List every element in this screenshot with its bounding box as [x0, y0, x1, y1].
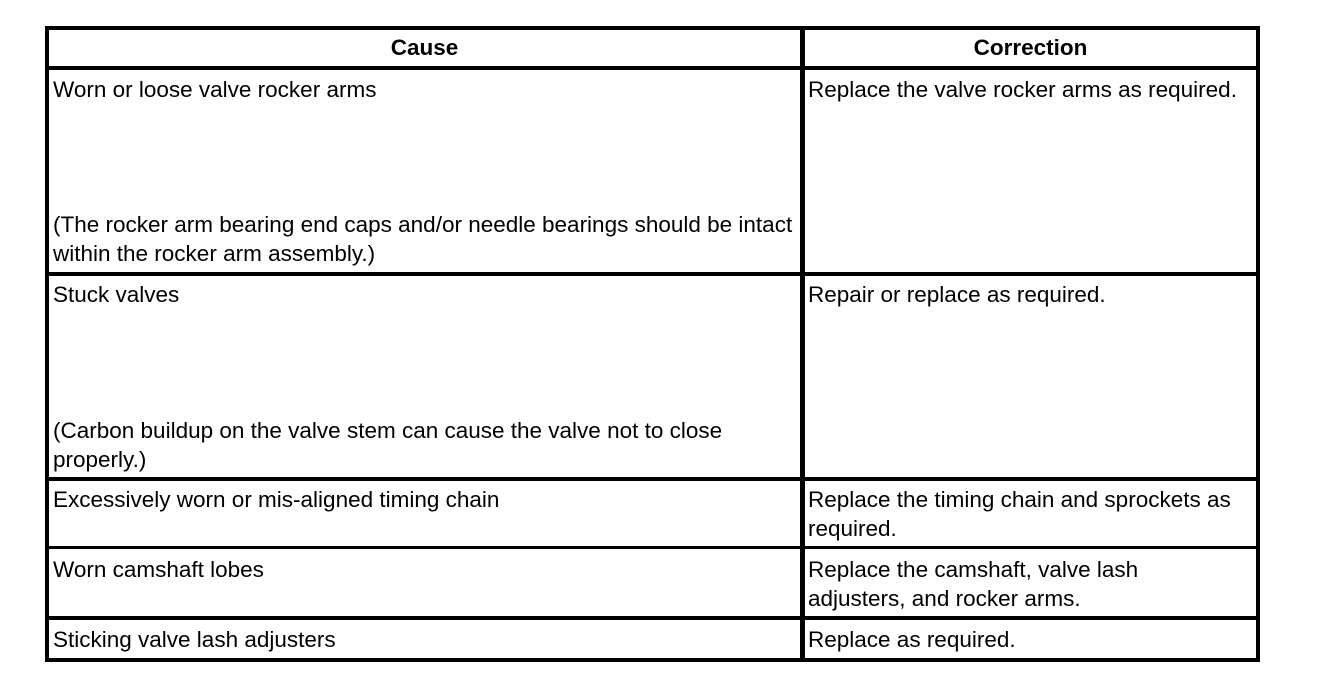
table-border-left [45, 26, 49, 662]
table-row-cause [53, 75, 798, 104]
cause-note-text: (The rocker arm bearing end caps and/or needle bearings should be intact within the rocker arm assembly.) [53, 212, 793, 266]
table-row-correction [808, 555, 1228, 613]
correction-text: Replace the camshaft, valve lash adjusters, and rocker arms. [808, 557, 1139, 611]
cause-text: Excessively worn or mis-aligned timing chain [53, 487, 500, 512]
table-row-correction [808, 75, 1248, 104]
table-border-right [1256, 26, 1260, 662]
table-row-cause [53, 280, 798, 309]
correction-text: Replace the valve rocker arms as required. [808, 77, 1237, 102]
correction-text: Repair or replace as required. [808, 282, 1106, 307]
cause-text: Sticking valve lash adjusters [53, 627, 336, 652]
correction-text: Replace the timing chain and sprockets as required. [808, 487, 1231, 541]
row-divider [45, 477, 1260, 481]
cause-note [53, 210, 798, 268]
column-header-correction: Correction [973, 35, 1088, 60]
table-row-correction [808, 280, 1248, 309]
cause-note [53, 416, 753, 474]
cause-text: Stuck valves [53, 282, 180, 307]
row-divider [45, 616, 1260, 620]
cause-note-text: (Carbon buildup on the valve stem can cause the valve not to close properly.) [53, 418, 723, 472]
row-divider [45, 272, 1260, 276]
table-border-bottom [45, 658, 1260, 662]
column-header-cause: Cause [390, 35, 459, 60]
cause-text: Worn or loose valve rocker arms [53, 77, 377, 102]
table-row-cause [53, 485, 798, 514]
table-border-top [45, 26, 1260, 30]
cause-text: Worn camshaft lobes [53, 557, 264, 582]
header-divider [45, 66, 1260, 70]
table-row-cause [53, 555, 798, 584]
column-divider [800, 26, 805, 662]
table-row-cause [53, 625, 798, 654]
table-row-correction [808, 485, 1253, 543]
correction-text: Replace as required. [808, 627, 1016, 652]
table-row-correction [808, 625, 1248, 654]
row-divider [45, 546, 1260, 549]
diagnosis-table [45, 26, 1260, 662]
